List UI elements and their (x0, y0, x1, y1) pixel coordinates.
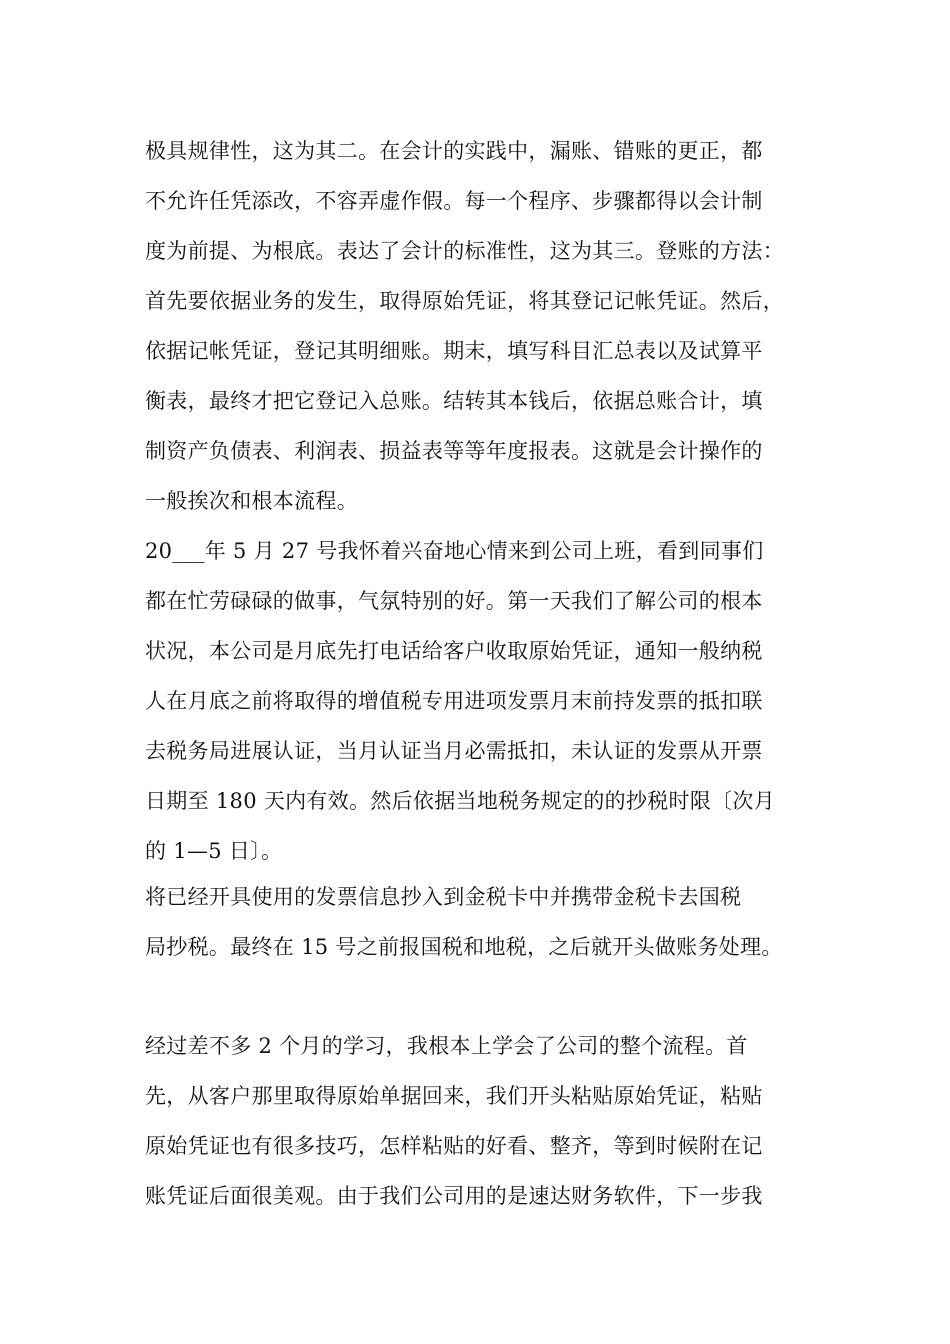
text-line: 依据记帐凭证，登记其明细账。期末，填写科目汇总表以及试算平 (145, 339, 763, 363)
text-line: 将已经开具使用的发票信息抄入到金税卡中并携带金税卡去国税 (145, 885, 742, 909)
text-line: 首先要依据业务的发生，取得原始凭证，将其登记记帐凭证。然后， (145, 289, 784, 313)
text-line: 原始凭证也有很多技巧，怎样粘贴的好看、整齐，等到时候附在记 (145, 1134, 763, 1158)
text-line: 先，从客户那里取得原始单据回来，我们开头粘贴原始凭证，粘贴 (145, 1084, 763, 1108)
text-line: 人在月底之前将取得的增值税专用进项发票月末前持发票的抵扣联 (145, 689, 763, 713)
text-line: 衡表，最终才把它登记入总账。结转其本钱后，依据总账合计，填 (145, 389, 763, 413)
text-line: 度为前提、为根底。表达了会计的标准性，这为其三。登账的方法： (145, 239, 784, 263)
text-line: 账凭证后面很美观。由于我们公司用的是速达财务软件，下一步我 (145, 1184, 763, 1208)
text-line: 去税务局进展认证，当月认证当月必需抵扣，未认证的发票从开票 (145, 739, 763, 763)
text-line: 日期至 180 天内有效。然后依据当地税务规定的的抄税时限〔次月 (145, 789, 776, 813)
text-line: 状况，本公司是月底先打电话给客户收取原始凭证，通知一般纳税 (145, 639, 763, 663)
text-line: 不允许任凭添改，不容弄虚作假。每一个程序、步骤都得以会计制 (145, 189, 763, 213)
text-line: 极具规律性，这为其二。在会计的实践中，漏账、错账的更正，都 (145, 139, 763, 163)
text-line: 制资产负债表、利润表、损益表等等年度报表。这就是会计操作的 (145, 439, 763, 463)
text-line: 的 1—5 日〕。 (145, 839, 283, 863)
text-line: 都在忙劳碌碌的做事，气氛特别的好。第一天我们了解公司的根本 (145, 589, 763, 613)
text-line: 局抄税。最终在 15 号之前报国税和地税，之后就开头做账务处理。 (145, 935, 783, 959)
text-line: 经过差不多 2 个月的学习，我根本上学会了公司的整个流程。首 (145, 1034, 748, 1058)
text-line: 一般挨次和根本流程。 (145, 489, 358, 513)
text-line: 20___年 5 月 27 号我怀着兴奋地心情来到公司上班，看到同事们 (145, 539, 764, 563)
